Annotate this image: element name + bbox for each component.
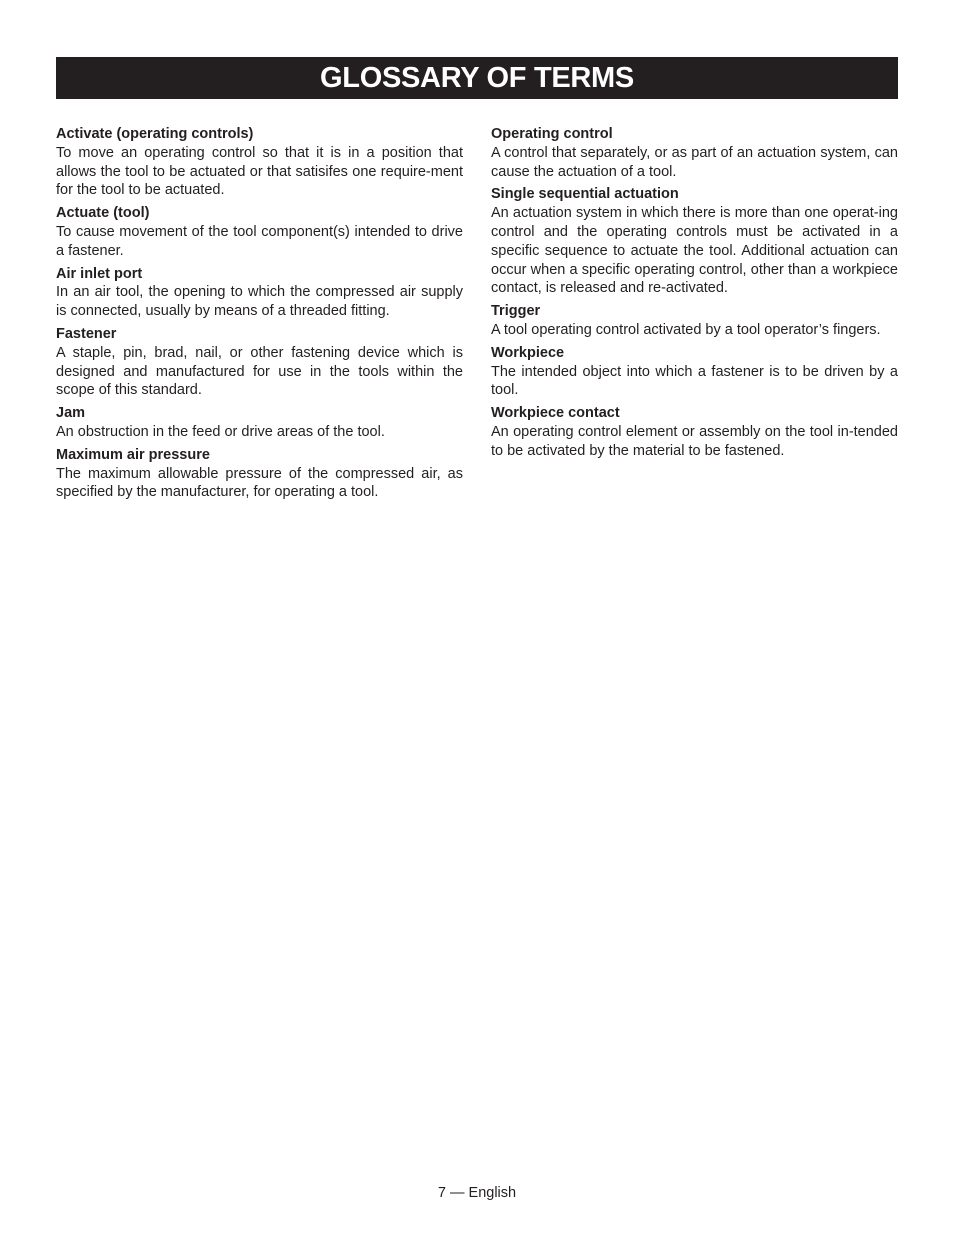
glossary-term: Operating control — [491, 126, 613, 142]
glossary-definition: An actuation system in which there is more than one operat-ing control and the operating controls must be activated in a specific sequence to actuate the tool. Additional actuation can occur when a specific operating control, other than a workpiece contact, is released and re-activated. — [491, 205, 898, 297]
glossary-definition: The intended object into which a fastener is to be driven by a tool. — [491, 363, 898, 399]
glossary-definition: An obstruction in the feed or drive areas of the tool. — [56, 423, 385, 440]
glossary-term: Single sequential actuation — [491, 186, 679, 203]
glossary-term: Workpiece contact — [491, 405, 620, 422]
glossary-definition: A control that separately, or as part of an actuation system, can cause the actuation of a tool. — [491, 144, 898, 180]
glossary-definition: The maximum allowable pressure of the compressed air, as specified by the manufacturer, for operating a tool. — [56, 465, 463, 501]
glossary-definition: In an air tool, the opening to which the compressed air supply is connected, usually by means of a threaded fitting. — [56, 284, 463, 320]
glossary-term: Fastener — [56, 325, 117, 342]
glossary-entry — [56, 325, 463, 400]
glossary-entry — [56, 446, 463, 502]
glossary-entry — [56, 125, 463, 200]
glossary-entry — [491, 404, 898, 460]
glossary-term: Activate (operating controls) — [56, 126, 254, 142]
glossary-definition: To cause movement of the tool component(s) intended to drive a fastener. — [56, 223, 463, 259]
page-title: GLOSSARY OF TERMS — [320, 61, 634, 94]
glossary-left-column — [56, 125, 463, 506]
glossary-term: Trigger — [491, 303, 541, 320]
glossary-term: Actuate (tool) — [56, 205, 150, 222]
page-footer: 7 — English — [437, 1185, 517, 1201]
glossary-right-column — [491, 125, 898, 465]
title-bar — [56, 57, 898, 99]
glossary-entry — [491, 344, 898, 400]
glossary-definition: To move an operating control so that it is in a position that allows the tool to be actuated or that satisifes one require-ment for the tool to be actuated. — [56, 144, 463, 199]
glossary-term: Air inlet port — [56, 265, 143, 282]
glossary-entry — [491, 185, 898, 298]
glossary-entry — [491, 302, 898, 340]
glossary-entry — [56, 265, 463, 321]
glossary-definition: A staple, pin, brad, nail, or other fastening device which is designed and manufactured for use in the tools within the scope of this standard. — [56, 344, 463, 399]
glossary-entry — [56, 204, 463, 260]
glossary-term: Workpiece — [491, 344, 565, 361]
glossary-term: Maximum air pressure — [56, 446, 210, 463]
glossary-entry — [491, 125, 898, 181]
glossary-term: Jam — [56, 405, 86, 422]
glossary-definition: A tool operating control activated by a tool operator’s fingers. — [491, 321, 881, 338]
glossary-definition: An operating control element or assembly on the tool in-tended to be activated by the material to be fastened. — [491, 423, 898, 459]
glossary-entry — [56, 404, 463, 442]
